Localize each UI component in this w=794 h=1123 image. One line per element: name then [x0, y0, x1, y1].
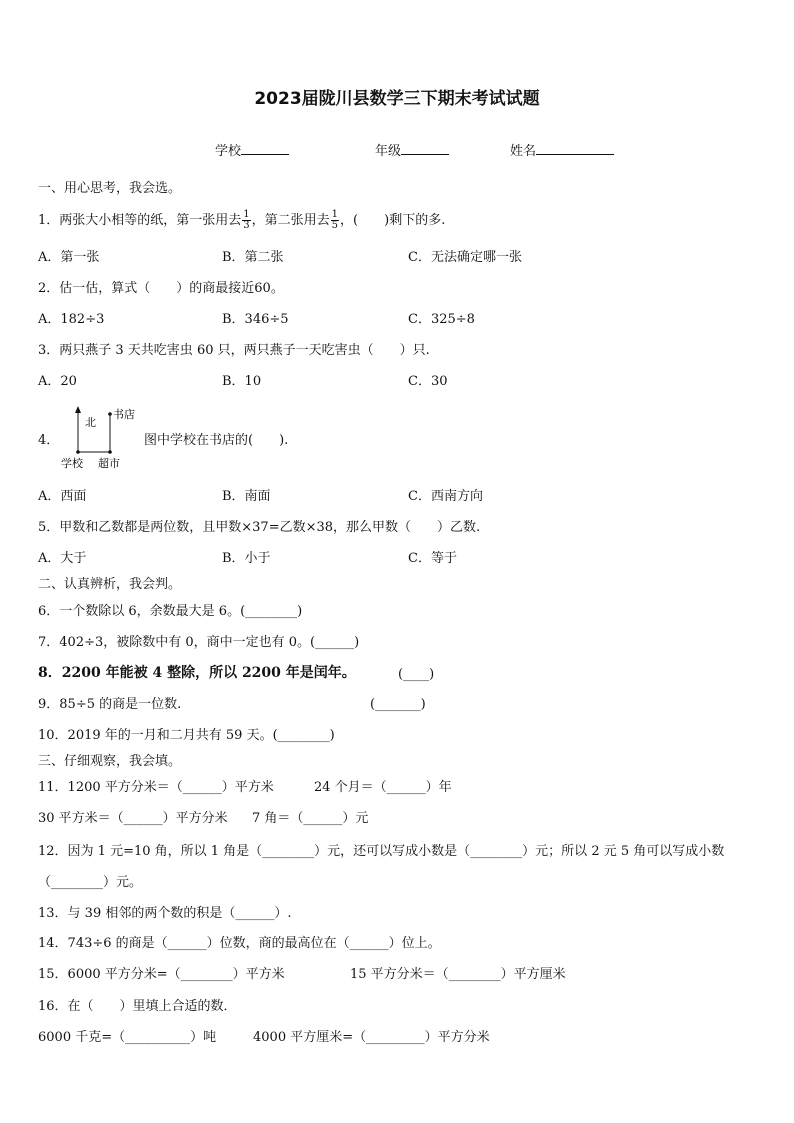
question-4: 图中学校在书店的( ).	[144, 433, 289, 448]
q3-option-c[interactable]: C．30	[408, 374, 448, 389]
section-heading-1: 一、用心思考，我会选。	[38, 181, 182, 196]
q1-option-a[interactable]: A．第一张	[38, 250, 100, 265]
name-field[interactable]	[510, 140, 614, 161]
question-10: 10．2019 年的一月和二月共有 59 天。(________)	[38, 728, 335, 743]
question-13: 13．与 39 相邻的两个数的积是（______）.	[38, 906, 292, 921]
question-12-line-2: （________）元。	[38, 875, 143, 890]
question-16-b: 4000 平方厘米=（_________）平方分米	[253, 1030, 490, 1045]
school-field[interactable]	[215, 140, 289, 161]
question-11-a: 11．1200 平方分米＝（______）平方米	[38, 780, 274, 795]
question-7: 7．402÷3，被除数中有 0，商中一定也有 0。(______)	[38, 635, 360, 650]
section-heading-2: 二、认真辨析，我会判。	[38, 577, 182, 592]
q2-option-a[interactable]: A．182÷3	[38, 312, 105, 327]
question-15-a: 15．6000 平方分米=（________）平方米	[38, 967, 285, 982]
question-8: 8．2200 年能被 4 整除，所以 2200 年是闰年。	[38, 665, 356, 681]
q2-option-b[interactable]: B．346÷5	[222, 312, 289, 327]
question-11-c: 30 平方米＝（______）平方分米	[38, 811, 228, 826]
q9-answer-blank[interactable]: (_______)	[370, 697, 426, 712]
question-11-d: 7 角＝（______）元	[252, 811, 369, 826]
question-1: 1．两张大小相等的纸，第一张用去 $\frac{1}{3}$ ，第二张用去 $\frac{1}{5}$ ，( )剩下的多.	[38, 209, 446, 231]
question-4-number: 4．	[38, 433, 60, 448]
question-3: 3．两只燕子 3 天共吃害虫 60 只，两只燕子一天吃害虫（ ）只.	[38, 343, 430, 358]
school-label: 学校	[215, 144, 242, 159]
question-9: 9．85÷5 的商是一位数.	[38, 697, 182, 712]
question-16-a: 6000 千克=（__________）吨	[38, 1030, 217, 1045]
question-5: 5．甲数和乙数都是两位数，且甲数×37=乙数×38，那么甲数（ ）乙数.	[38, 520, 481, 535]
question-14: 14．743÷6 的商是（______）位数，商的最高位在（______）位上。	[38, 936, 441, 951]
section-heading-3: 三、仔细观察，我会填。	[38, 754, 182, 769]
grade-field[interactable]	[375, 140, 449, 161]
direction-figure	[58, 404, 148, 474]
market-label: 超市	[98, 457, 120, 470]
q1-option-c[interactable]: C．无法确定哪一张	[408, 250, 522, 265]
fraction-1-3: $\frac{1}{3}$	[243, 209, 250, 231]
question-11-b: 24 个月＝（______）年	[314, 780, 452, 795]
q3-option-b[interactable]: B．10	[222, 374, 262, 389]
fraction-1-5: $\frac{1}{5}$	[331, 209, 339, 231]
q5-option-b[interactable]: B．小于	[222, 551, 271, 566]
q5-option-a[interactable]: A．大于	[38, 551, 87, 566]
page-title: 2023届陇川县数学三下期末考试试题	[254, 89, 540, 109]
q8-answer-blank[interactable]: (____)	[398, 667, 435, 682]
name-label: 姓名	[510, 144, 537, 159]
school-label: 学校	[61, 457, 83, 470]
q5-option-c[interactable]: C．等于	[408, 551, 457, 566]
q4-option-b[interactable]: B．南面	[222, 489, 271, 504]
question-16: 16．在（ ）里填上合适的数．	[38, 999, 237, 1014]
question-2: 2．估一估，算式（ ）的商最接近60。	[38, 281, 284, 296]
question-15-b: 15 平方分米＝（________）平方厘米	[350, 967, 566, 982]
north-arrow-icon	[75, 406, 81, 413]
question-12-line-1: 12．因为 1 元=10 角，所以 1 角是（________）元，还可以写成小数是（________）元；所以 2 元 5 角可以写成小数	[38, 844, 725, 859]
north-label: 北	[85, 416, 96, 429]
question-6: 6．一个数除以 6，余数最大是 6。(________)	[38, 604, 303, 619]
q3-option-a[interactable]: A．20	[38, 374, 77, 389]
q4-option-a[interactable]: A．西面	[38, 489, 87, 504]
q4-option-c[interactable]: C．西南方向	[408, 489, 483, 504]
q2-option-c[interactable]: C．325÷8	[408, 312, 475, 327]
q1-option-b[interactable]: B．第二张	[222, 250, 284, 265]
bookstore-label: 书店	[113, 408, 135, 421]
grade-label: 年级	[375, 144, 402, 159]
